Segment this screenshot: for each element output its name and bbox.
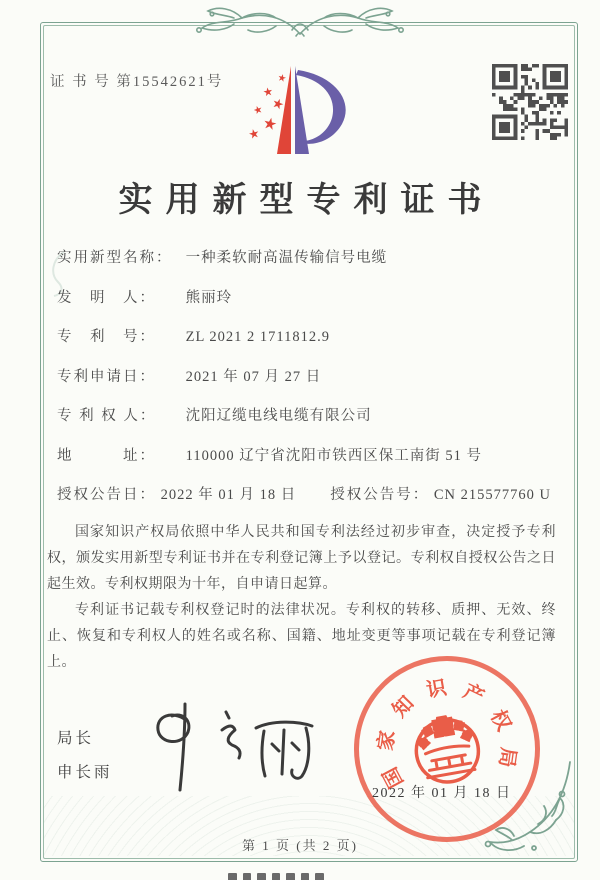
director-title: 局长 [57, 730, 95, 747]
field-label: 授权公告日： [57, 487, 156, 503]
top-flourish-ornament [182, 4, 418, 52]
certificate-number: 证 书 号 第15542621号 [50, 74, 224, 90]
legal-paragraph-2: 专利证书记载专利权登记时的法律状况。专利权的转移、质押、无效、终止、恢复和专利权人的姓名或名称、国籍、地址变更等事项记载在专利登记簿上。 [47, 603, 556, 670]
field-value: ZL 2021 2 1711812.9 [185, 329, 331, 345]
seal-char: 局 [494, 745, 520, 769]
field-list [57, 246, 560, 523]
qr-code [492, 64, 568, 140]
field-value: 2022 年 01 月 18 日 [160, 487, 297, 503]
seal-char: 权 [486, 706, 515, 735]
field-row-patentee [57, 404, 560, 428]
field-row-filing-date [57, 365, 560, 389]
seal-char: 国 [379, 763, 408, 792]
seal-char: 家 [374, 729, 400, 753]
grant-date [57, 483, 296, 507]
field-label: 实用新型名称： [57, 250, 173, 266]
clipped-text-fragment [228, 873, 324, 880]
field-row-grant [57, 483, 560, 507]
field-value: 一种柔软耐高温传输信号电缆 [185, 250, 388, 266]
field-label: 发 明 人： [57, 289, 156, 306]
field-label: 专利申请日： [57, 368, 156, 385]
page-footer: 第 1 页 (共 2 页) [242, 838, 358, 853]
field-row-patent-no [57, 325, 560, 349]
director-name: 申长雨 [57, 764, 113, 781]
certificate-title: 实用新型专利证书 [118, 182, 495, 219]
grant-number [330, 483, 551, 507]
field-row-inventor [57, 286, 560, 310]
field-label: 专 利 号： [57, 329, 156, 345]
field-label: 授权公告号： [330, 487, 430, 503]
field-value: 2021 年 07 月 27 日 [185, 368, 322, 385]
seal-char: 知 [388, 692, 419, 722]
seal-char: 产 [459, 680, 488, 709]
field-label: 地 址： [57, 447, 156, 464]
legal-paragraph-1: 国家知识产权局依照中华人民共和国专利法经过初步审查，决定授予专利权，颁发实用新型专利证书并在专利登记簿上予以登记。专利权自授权公告之日起生效。专利权期限为十年，自申请日起算。 [47, 525, 556, 592]
cnipa-logo [232, 58, 362, 164]
director-block [57, 726, 113, 794]
field-value: 沈阳辽缆电线电缆有限公司 [185, 408, 372, 424]
field-value: 110000 辽宁省沈阳市铁西区保工南街 51 号 [185, 447, 482, 464]
field-label: 专 利 权 人： [57, 408, 157, 424]
field-value: CN 215577760 U [433, 487, 551, 503]
director-signature [140, 698, 335, 798]
seal-date: 2022 年 01 月 18 日 [372, 786, 512, 801]
legal-text [47, 520, 556, 676]
seal-char: 识 [424, 676, 449, 702]
field-row-name [57, 246, 560, 270]
field-value: 熊丽玲 [185, 289, 233, 306]
field-row-address [57, 444, 560, 468]
